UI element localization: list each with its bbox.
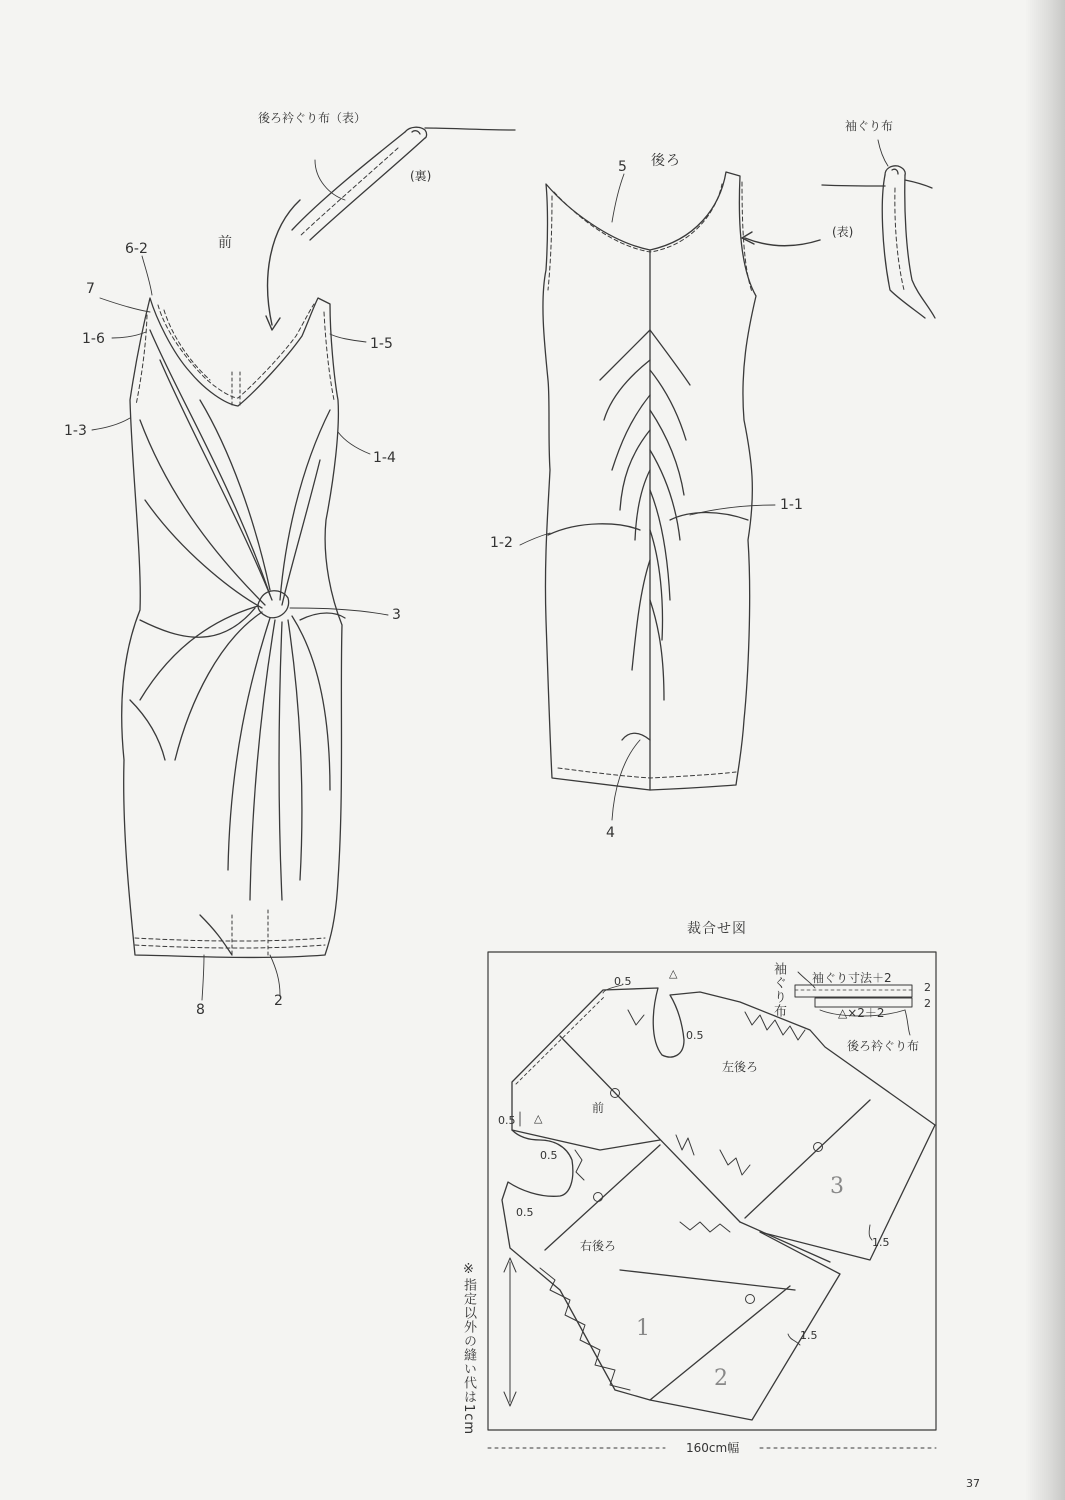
- triangle-mark-facing: △: [534, 1112, 543, 1125]
- piece-front: 前: [592, 1101, 605, 1115]
- callout-7: 7: [86, 281, 95, 297]
- page-number: 37: [966, 1477, 980, 1490]
- back-neck-facing-label: 後ろ衿ぐり布（表）: [258, 111, 367, 125]
- callout-1-3: 1-3: [64, 423, 87, 439]
- callout-6-2: 6-2: [125, 241, 148, 257]
- sleeve-facing-dim: 袖ぐり寸法＋2: [812, 971, 892, 985]
- triangle-mark-neck: △: [669, 967, 678, 980]
- cutting-layout-drawing: [488, 952, 936, 1448]
- dim-2-bottom: 2: [924, 997, 931, 1010]
- armhole-facing-label: 袖ぐり布: [845, 119, 894, 133]
- fabric-width-label: 160cm幅: [686, 1441, 740, 1455]
- dim-0-5-a: 0.5: [614, 975, 632, 988]
- handwritten-number-3: 3: [830, 1174, 844, 1199]
- reverse-side-label: (裏): [410, 169, 432, 183]
- callout-1-1: 1-1: [780, 497, 803, 513]
- callout-1-4: 1-4: [373, 450, 396, 466]
- dim-0-5-e: 0.5: [516, 1206, 534, 1219]
- front-title: 前: [218, 235, 233, 251]
- handwritten-number-1: 1: [636, 1316, 650, 1341]
- front-dress-drawing: [92, 256, 388, 1000]
- callout-4: 4: [606, 825, 615, 841]
- back-neck-facing-drawing: [266, 127, 515, 330]
- dim-0-5-b: 0.5: [686, 1029, 704, 1042]
- callout-8: 8: [196, 1002, 205, 1018]
- back-title: 後ろ: [651, 153, 681, 169]
- callout-1-5: 1-5: [370, 336, 393, 352]
- back-neck-dim: △×2＋2: [838, 1006, 885, 1020]
- dim-1-5-a: 1.5: [872, 1236, 890, 1249]
- piece-left-back: 左後ろ: [722, 1060, 759, 1074]
- dim-1-5-b: 1.5: [800, 1329, 818, 1342]
- callout-2: 2: [274, 993, 283, 1009]
- callout-1-6: 1-6: [82, 331, 105, 347]
- dim-0-5-c: 0.5: [498, 1114, 516, 1127]
- dim-2-top: 2: [924, 981, 931, 994]
- back-dress-drawing: [520, 172, 775, 820]
- callout-5: 5: [618, 159, 627, 175]
- sleeve-facing-vertical-label: 袖ぐり布: [771, 962, 786, 1018]
- dim-0-5-d: 0.5: [540, 1149, 558, 1162]
- back-neck-facing-layout-label: 後ろ衿ぐり布: [847, 1039, 920, 1053]
- callout-1-2: 1-2: [490, 535, 513, 551]
- cutting-layout-title: 裁合せ図: [687, 921, 747, 937]
- handwritten-number-2: 2: [714, 1366, 728, 1391]
- piece-right-back: 右後ろ: [580, 1239, 617, 1253]
- face-side-label: (表): [832, 225, 854, 239]
- seam-allowance-note: ※指定以外の縫い代は1cm: [461, 1262, 476, 1436]
- callout-3: 3: [392, 607, 401, 623]
